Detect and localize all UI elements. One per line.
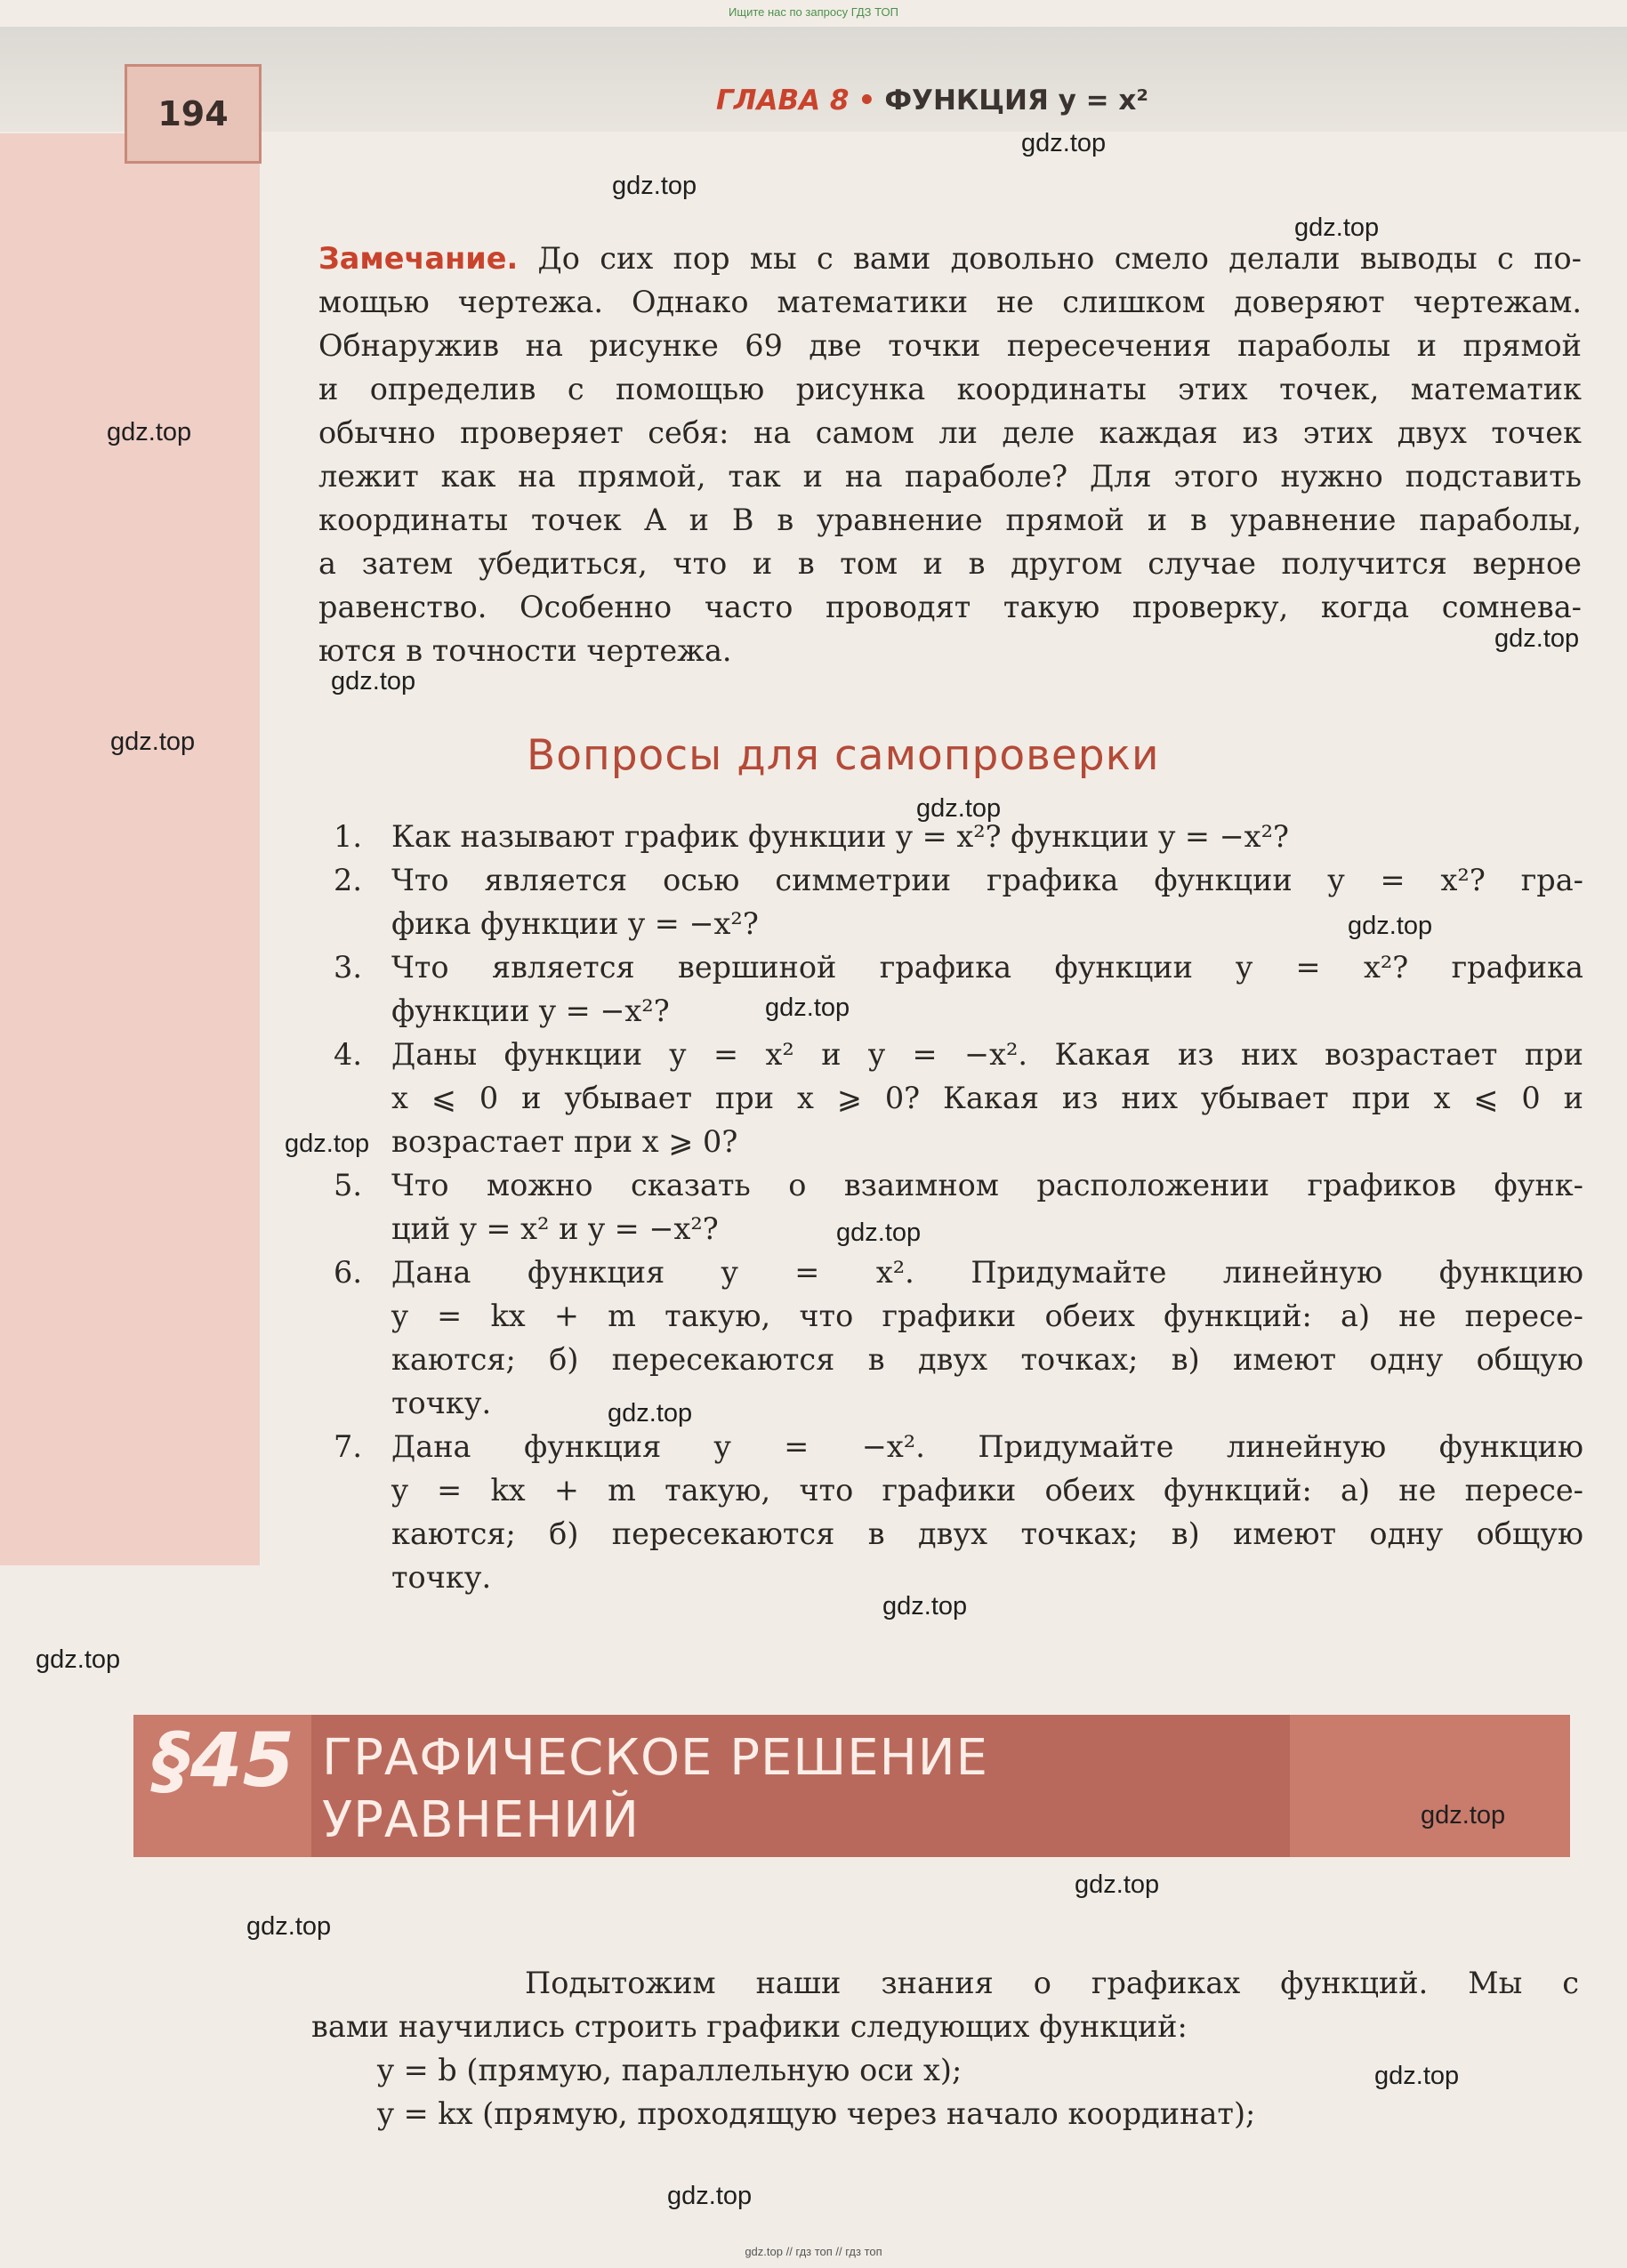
- remark-line: координаты точек A и B в уравнение прямой и в уравнение параболы,: [318, 503, 1582, 537]
- question-line: возрастает при x ⩾ 0?: [391, 1124, 738, 1159]
- question-item: [334, 1251, 1583, 1425]
- remark-line: и определив с помощью рисунка координаты этих точек, математик: [318, 372, 1582, 406]
- summary-line: y = b (прямую, параллельную оси x);: [377, 2053, 963, 2087]
- question-line: точку.: [391, 1560, 492, 1595]
- question-number: 3.: [334, 950, 362, 985]
- watermark: gdz.top: [1374, 2062, 1460, 2090]
- watermark: gdz.top: [1075, 1870, 1160, 1899]
- remark-line: До сих пор мы с вами довольно смело делали выводы с по-: [537, 241, 1582, 276]
- remark-line: лежит как на прямой, так и на параболе? Для этого нужно подставить: [318, 459, 1582, 494]
- question-number: 4.: [334, 1037, 362, 1072]
- watermark: gdz.top: [1494, 624, 1580, 653]
- question-number: 6.: [334, 1255, 362, 1290]
- summary-line: y = kx (прямую, проходящую через начало координат);: [377, 2096, 1256, 2131]
- chapter-topic: ФУНКЦИЯ y = x²: [884, 84, 1148, 117]
- watermark: gdz.top: [107, 418, 192, 446]
- question-line: Что является вершиной графика функции y = x²? графика: [391, 950, 1583, 985]
- watermark: gdz.top: [1294, 213, 1380, 242]
- question-line: точку.: [391, 1386, 492, 1420]
- question-line: каются; б) пересекаются в двух точках; в) имеют одну общую: [391, 1516, 1583, 1551]
- section-number: §45: [153, 1717, 294, 1804]
- question-line: Дана функция y = x². Придумайте линейную функцию: [391, 1255, 1583, 1290]
- section-title-line: УРАВНЕНИЙ: [322, 1791, 640, 1849]
- question-number: 2.: [334, 863, 362, 897]
- remark-line: а затем убедиться, что и в том и в другом случае получится верное: [318, 546, 1582, 581]
- question-item: [334, 945, 1583, 1033]
- question-line: Как называют график функции y = x²? функции y = −x²?: [391, 819, 1289, 854]
- question-item: [334, 1033, 1583, 1163]
- question-line: y = kx + m такую, что графики обеих функций: а) не пересе-: [391, 1473, 1583, 1508]
- remark-line: Обнаружив на рисунке 69 две точки пересечения параболы и прямой: [318, 328, 1582, 363]
- watermark: gdz.top: [110, 728, 196, 756]
- remark-line: мощью чертежа. Однако математики не слишком доверяют чертежам.: [318, 285, 1582, 319]
- section-title-line: ГРАФИЧЕСКОЕ РЕШЕНИЕ: [322, 1729, 989, 1787]
- watermark: gdz.top: [1421, 1801, 1506, 1830]
- watermark: gdz.top: [285, 1130, 370, 1158]
- summary-line: вами научились строить графики следующих функций:: [311, 2009, 1188, 2044]
- remark-line: обычно проверяет себя: на самом ли деле каждая из этих двух точек: [318, 415, 1582, 450]
- question-number: 5.: [334, 1168, 362, 1202]
- question-line: Что является осью симметрии графика функции y = x²? гра-: [391, 863, 1583, 897]
- watermark: gdz.top: [331, 667, 416, 696]
- question-item: [334, 1163, 1583, 1251]
- bottom-note: gdz.top // гдз топ // гдз топ: [745, 2245, 882, 2258]
- running-head: [716, 84, 1148, 117]
- question-number: 7.: [334, 1429, 362, 1464]
- left-margin-band: [0, 133, 260, 1565]
- question-line: каются; б) пересекаются в двух точках; в) имеют одну общую: [391, 1342, 1583, 1377]
- remark-line: ются в точности чертежа.: [318, 633, 732, 668]
- separator-dot: •: [858, 84, 876, 117]
- question-line: Даны функции y = x² и y = −x². Какая из них возрастает при: [391, 1037, 1583, 1072]
- remark-paragraph: [318, 237, 1582, 672]
- watermark: gdz.top: [1021, 129, 1107, 157]
- remark-label: Замечание.: [318, 241, 519, 276]
- question-line: Дана функция y = −x². Придумайте линейную функцию: [391, 1429, 1583, 1464]
- watermark: gdz.top: [836, 1218, 922, 1247]
- summary-line: Подытожим наши знания о графиках функций. Мы с: [525, 1966, 1579, 2000]
- question-line: y = kx + m такую, что графики обеих функций: а) не пересе-: [391, 1299, 1583, 1333]
- question-item: [334, 1425, 1583, 1599]
- question-line: ций y = x² и y = −x²?: [391, 1211, 719, 1246]
- summary-paragraph: [311, 1961, 1579, 2135]
- top-note: Ищите нас по запросу ГДЗ ТОП: [729, 5, 898, 19]
- remark-line: равенство. Особенно часто проводят такую проверку, когда сомнева-: [318, 590, 1582, 624]
- chapter-label: ГЛАВА 8: [716, 84, 850, 117]
- questions-heading: Вопросы для самопроверки: [527, 731, 1160, 780]
- section-title: [322, 1727, 988, 1852]
- watermark: gdz.top: [667, 2182, 753, 2210]
- watermark: gdz.top: [765, 993, 850, 1022]
- question-line: x ⩽ 0 и убывает при x ⩾ 0? Какая из них убывает при x ⩽ 0 и: [391, 1081, 1583, 1115]
- watermark: gdz.top: [246, 1912, 332, 1941]
- watermark: gdz.top: [1348, 912, 1433, 940]
- watermark: gdz.top: [36, 1645, 121, 1674]
- question-line: фика функции y = −x²?: [391, 906, 759, 941]
- watermark: gdz.top: [608, 1399, 693, 1428]
- watermark: gdz.top: [916, 794, 1002, 823]
- watermark: gdz.top: [882, 1592, 968, 1621]
- question-number: 1.: [334, 819, 362, 854]
- watermark: gdz.top: [612, 172, 697, 200]
- question-line: функции y = −x²?: [391, 993, 670, 1028]
- question-line: Что можно сказать о взаимном расположении графиков функ-: [391, 1168, 1583, 1202]
- page-number: 194: [125, 64, 262, 164]
